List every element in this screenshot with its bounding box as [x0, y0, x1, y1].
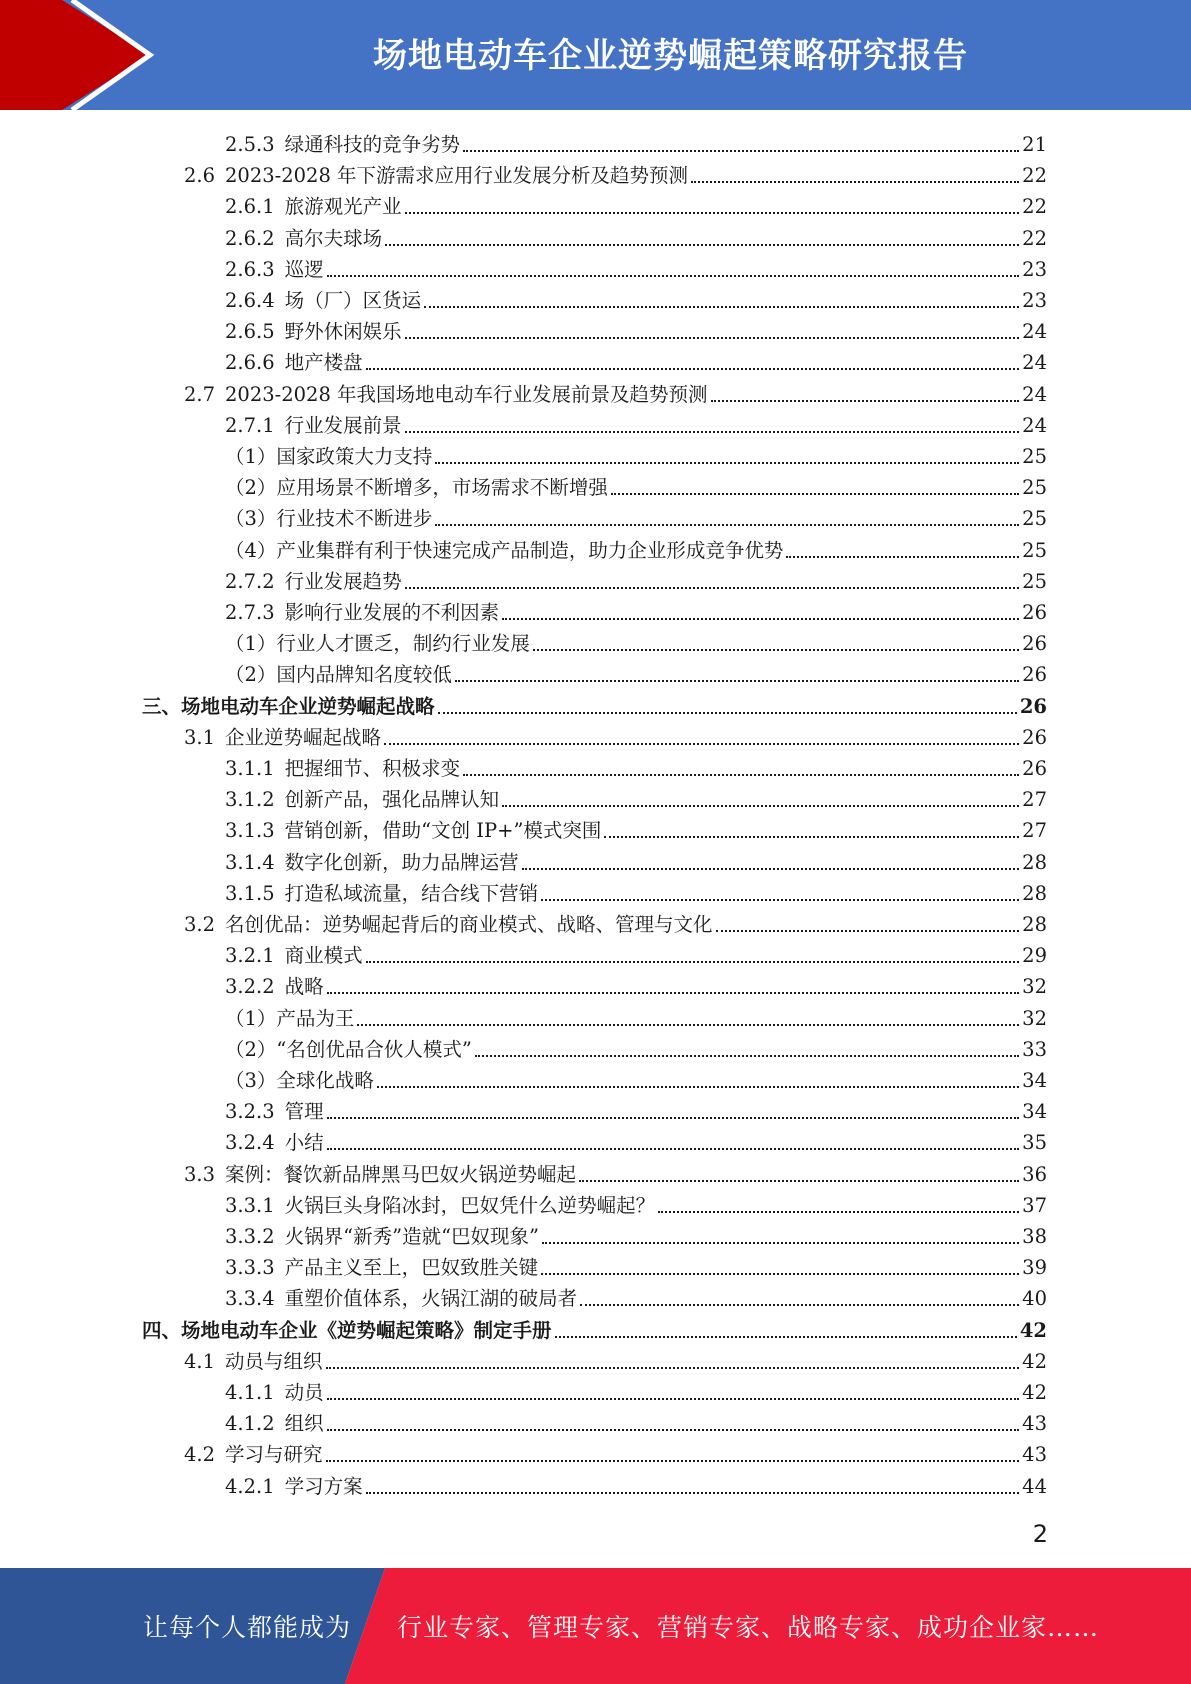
toc-entry-page: 25: [1022, 538, 1047, 562]
toc-entry-title: 打造私域流量，结合线下营销: [284, 881, 539, 905]
toc-entry-page: 32: [1022, 1006, 1047, 1030]
toc-entry[interactable]: [0, 533, 1047, 564]
toc-entry-page: 37: [1022, 1193, 1047, 1217]
toc-entry[interactable]: [0, 1032, 1047, 1063]
toc-entry-title: 行业人才匮乏，制约行业发展: [276, 632, 530, 656]
toc-entry[interactable]: [0, 1437, 1047, 1468]
toc-dot-leader: [326, 1367, 1020, 1369]
toc-entry-title: 动员: [284, 1381, 324, 1404]
toc-entry-title: 营销创新，借助“文创 IP+”模式突围: [284, 819, 602, 843]
toc-entry-number: 3.1.5: [225, 881, 275, 905]
toc-entry-title: 高尔夫球场: [284, 226, 383, 250]
toc-dot-leader: [463, 774, 1019, 776]
toc-entry-page: 23: [1022, 257, 1047, 281]
toc-entry-number: 3.2.1: [225, 944, 275, 968]
toc-entry[interactable]: [0, 127, 1047, 158]
toc-entry-page: 44: [1022, 1474, 1047, 1498]
toc-dot-leader: [384, 743, 1019, 745]
toc-entry-number: （1）: [225, 1006, 277, 1030]
toc-entry-title: “名创优品合伙人模式”: [276, 1037, 472, 1061]
toc-dot-leader: [405, 587, 1020, 589]
toc-entry-page: 22: [1022, 195, 1047, 219]
toc-entry-title: 国内品牌知名度较低: [276, 663, 452, 687]
toc-entry-number: 3.3.2: [225, 1225, 275, 1248]
toc-entry-number: 3.1.4: [225, 850, 275, 874]
toc-entry[interactable]: [0, 845, 1047, 876]
toc-dot-leader: [541, 899, 1019, 901]
toc-entry-page: 35: [1022, 1131, 1047, 1155]
toc-entry[interactable]: [0, 314, 1047, 345]
toc-entry-number: 3.3.4: [225, 1287, 275, 1311]
toc-entry[interactable]: [0, 345, 1047, 376]
toc-entry-page: 26: [1022, 663, 1047, 687]
toc-entry-number: 2.6.4: [225, 289, 275, 312]
toc-entry[interactable]: [0, 626, 1047, 657]
toc-entry-number: 2.6.1: [225, 195, 275, 219]
toc-entry-number: 2.6.2: [225, 226, 275, 250]
toc-entry-number: 3.2: [184, 913, 216, 936]
toc-entry[interactable]: [0, 1250, 1047, 1281]
toc-entry-title: 2023-2028 年我国场地电动车行业发展前景及趋势预测: [225, 382, 708, 406]
toc-entry[interactable]: [0, 1469, 1047, 1500]
toc-entry[interactable]: [0, 1094, 1047, 1125]
toc-entry-title: 巡逻: [284, 257, 324, 281]
toc-entry[interactable]: [0, 1157, 1047, 1188]
toc-entry-title: 应用场景不断增多，市场需求不断增强: [276, 476, 608, 500]
toc-entry-number: 2.7.1: [225, 413, 275, 437]
toc-entry-title: 把握细节、积极求变: [284, 757, 461, 780]
toc-entry-title: 国家政策大力支持: [276, 445, 433, 468]
toc-entry-title: 行业发展前景: [284, 413, 402, 437]
toc-dot-leader: [435, 524, 1019, 526]
toc-entry[interactable]: [0, 252, 1047, 283]
toc-entry-number: （1）: [225, 445, 277, 468]
toc-entry[interactable]: [0, 1188, 1047, 1219]
toc-entry[interactable]: [0, 564, 1047, 595]
toc-entry-number: 3.2.3: [225, 1100, 275, 1124]
report-title: 场地电动车企业逆势崛起策略研究报告: [373, 36, 968, 76]
toc-entry-page: 28: [1022, 913, 1047, 936]
toc-entry-page: 26: [1019, 694, 1047, 718]
toc-entry[interactable]: [0, 501, 1047, 532]
toc-entry-number: 2.6.5: [225, 320, 275, 344]
toc-entry[interactable]: [0, 1375, 1047, 1406]
toc-entry-page: 25: [1022, 507, 1047, 531]
toc-entry[interactable]: [0, 439, 1047, 470]
toc-entry-page: 40: [1022, 1287, 1047, 1311]
toc-entry-page: 22: [1022, 226, 1047, 250]
toc-entry-page: 26: [1022, 632, 1047, 656]
toc-entry-number: 3.1.3: [225, 819, 275, 843]
toc-entry-title: 动员与组织: [225, 1349, 323, 1373]
toc-entry-title: 行业发展趋势: [284, 569, 402, 593]
toc-dot-leader: [691, 181, 1019, 183]
toc-entry-title: 产品主义至上，巴奴致胜关键: [284, 1256, 539, 1280]
toc-entry-page: 38: [1022, 1225, 1047, 1248]
toc-entry-title: 战略: [284, 975, 324, 999]
toc-entry-title: 小结: [284, 1131, 324, 1155]
toc-entry-number: 4.2: [184, 1443, 216, 1467]
toc-entry-page: 22: [1022, 164, 1047, 188]
toc-entry-title: 场（厂）区货运: [284, 289, 422, 312]
toc-entry-number: 2.7.2: [225, 569, 275, 593]
toc-entry-number: 3.1.2: [225, 788, 275, 812]
toc-entry-title: 火锅界“新秀”造就“巴奴现象”: [284, 1225, 540, 1248]
toc-entry-title: 数字化创新，助力品牌运营: [284, 850, 519, 874]
toc-entry-number: 2.5.3: [225, 133, 275, 156]
toc-entry-title: 野外休闲娱乐: [284, 320, 402, 344]
toc-entry-title: 全球化战略: [276, 1069, 374, 1092]
toc-entry[interactable]: [0, 969, 1047, 1000]
toc-entry-page: 43: [1022, 1412, 1047, 1436]
toc-entry-number: 2.6.6: [225, 351, 275, 375]
toc-entry-page: 28: [1022, 881, 1047, 905]
toc-entry-title: 产业集群有利于快速完成产品制造，助力企业形成竞争优势: [276, 538, 784, 562]
toc-dot-leader: [604, 836, 1019, 838]
toc-entry-page: 42: [1022, 1381, 1047, 1404]
toc-entry-number: 3.2.4: [225, 1131, 275, 1155]
toc-dot-leader: [502, 805, 1019, 807]
toc-entry-number: 4.1.2: [225, 1412, 275, 1436]
toc-dot-leader: [326, 1460, 1020, 1462]
toc-entry-number: 2.7.3: [225, 601, 275, 624]
toc-dot-leader: [327, 1429, 1020, 1431]
toc-dot-leader: [366, 368, 1020, 370]
toc-entry-title: 商业模式: [284, 944, 363, 968]
toc-dot-leader: [366, 1492, 1020, 1494]
toc-entry-number: 2.6.3: [225, 257, 275, 281]
toc-dot-leader: [435, 462, 1019, 464]
toc-entry-number: 3.1.1: [225, 757, 275, 780]
toc-dot-leader: [438, 712, 1017, 714]
toc-entry-title: 创新产品，强化品牌认知: [284, 788, 500, 812]
toc-dot-leader: [658, 1211, 1019, 1213]
toc-entry-number: 3.1: [184, 725, 216, 749]
toc-entry-page: 24: [1022, 320, 1047, 344]
toc-dot-leader: [542, 1242, 1019, 1244]
toc-dot-leader: [385, 244, 1019, 246]
toc-entry-title: 企业逆势崛起战略: [225, 725, 382, 749]
toc-entry-number: 4.2.1: [225, 1474, 275, 1498]
toc-entry-page: 27: [1022, 788, 1047, 812]
toc-entry-title: 重塑价值体系，火锅江湖的破局者: [284, 1287, 578, 1311]
toc-dot-leader: [475, 1055, 1019, 1057]
toc-entry-number: （1）: [225, 632, 277, 656]
toc-entry[interactable]: [0, 1125, 1047, 1156]
toc-dot-leader: [463, 150, 1019, 152]
toc-dot-leader: [327, 1148, 1020, 1150]
toc-entry-number: 2.6: [184, 164, 216, 188]
toc-entry-number: （2）: [225, 663, 277, 687]
toc-entry-title: 场地电动车企业逆势崛起战略: [181, 694, 435, 718]
toc-entry-page: 32: [1022, 975, 1047, 999]
toc-entry-title: 地产楼盘: [284, 351, 363, 375]
toc-entry[interactable]: [0, 657, 1047, 688]
toc-dot-leader: [716, 930, 1020, 932]
toc-entry[interactable]: [0, 1406, 1047, 1437]
toc-entry-title: 管理: [284, 1100, 324, 1124]
toc-entry[interactable]: [0, 221, 1047, 252]
toc-entry-page: 34: [1022, 1069, 1047, 1092]
toc-dot-leader: [555, 1336, 1017, 1338]
toc-dot-leader: [522, 868, 1020, 870]
toc-entry-title: 影响行业发展的不利因素: [284, 601, 500, 624]
toc-entry[interactable]: [0, 876, 1047, 907]
toc-entry-number: 3.3: [184, 1162, 216, 1186]
toc-entry[interactable]: [0, 377, 1047, 408]
toc-entry-page: 25: [1022, 476, 1047, 500]
toc-entry[interactable]: [0, 1219, 1047, 1250]
toc-entry[interactable]: [0, 158, 1047, 189]
toc-dot-leader: [327, 1398, 1020, 1400]
toc-entry-page: 26: [1022, 757, 1047, 780]
toc-entry[interactable]: [0, 470, 1047, 501]
toc-entry[interactable]: [0, 813, 1047, 844]
toc-dot-leader: [327, 275, 1020, 277]
toc-entry-page: 42: [1022, 1349, 1047, 1373]
toc-entry-page: 36: [1022, 1162, 1047, 1186]
toc-entry[interactable]: [0, 751, 1047, 782]
toc-entry-title: 名创优品：逆势崛起背后的商业模式、战略、管理与文化: [225, 913, 713, 936]
toc-entry-number: 2.7: [184, 382, 216, 406]
toc-entry-number: （3）: [225, 1069, 277, 1092]
toc-entry[interactable]: [0, 938, 1047, 969]
toc-entry-page: 26: [1022, 601, 1047, 624]
toc-entry-title: 学习与研究: [225, 1443, 323, 1467]
footer-slogan-right: 行业专家、管理专家、营销专家、战略专家、成功企业家……: [397, 1613, 1100, 1642]
toc-entry-number: 三、: [142, 694, 182, 718]
toc-dot-leader: [579, 1180, 1019, 1182]
toc-entry-page: 28: [1022, 850, 1047, 874]
toc-entry-page: 33: [1022, 1037, 1047, 1061]
toc-dot-leader: [533, 649, 1019, 651]
toc-entry[interactable]: [0, 1001, 1047, 1032]
toc-dot-leader: [357, 1024, 1019, 1026]
toc-entry[interactable]: [0, 1344, 1047, 1375]
toc-entry-number: （3）: [225, 507, 277, 531]
toc-entry-number: 3.3.1: [225, 1193, 275, 1217]
toc-entry-page: 21: [1022, 133, 1047, 156]
toc-dot-leader: [377, 1086, 1019, 1088]
toc-entry-page: 24: [1022, 351, 1047, 375]
toc-entry-number: 3.3.3: [225, 1256, 275, 1280]
toc-dot-leader: [502, 618, 1019, 620]
toc-entry-number: （4）: [225, 538, 277, 562]
toc-dot-leader: [327, 1117, 1020, 1119]
toc-entry[interactable]: [0, 1313, 1047, 1344]
toc-entry-page: 25: [1022, 445, 1047, 468]
toc-entry-page: 29: [1022, 944, 1047, 968]
toc-entry-number: （2）: [225, 476, 277, 500]
toc-entry-title: 组织: [284, 1412, 324, 1436]
toc-entry-number: 4.1: [184, 1349, 216, 1373]
toc-entry-title: 场地电动车企业《逆势崛起策略》制定手册: [181, 1318, 552, 1342]
toc-entry-title: 案例：餐饮新品牌黑马巴奴火锅逆势崛起: [225, 1162, 577, 1186]
page-footer: [0, 1568, 1191, 1684]
toc-dot-leader: [405, 337, 1020, 339]
footer-slogan-left: 让每个人都能成为: [143, 1613, 352, 1642]
toc-entry-page: 25: [1022, 569, 1047, 593]
toc-entry-title: 产品为王: [276, 1006, 355, 1030]
toc-entry-title: 火锅巨头身陷冰封，巴奴凭什么逆势崛起？: [284, 1193, 656, 1217]
toc-entry-page: 27: [1022, 819, 1047, 843]
toc-entry-title: 绿通科技的竞争劣势: [284, 133, 461, 156]
toc-entry[interactable]: [0, 595, 1047, 626]
toc-dot-leader: [424, 306, 1019, 308]
toc-entry-number: 3.2.2: [225, 975, 275, 999]
toc-entry-page: 39: [1022, 1256, 1047, 1280]
page-header: [0, 0, 1191, 110]
toc-dot-leader: [786, 556, 1019, 558]
toc-entry-title: 学习方案: [284, 1474, 363, 1498]
toc-entry[interactable]: [0, 782, 1047, 813]
toc-entry[interactable]: [0, 720, 1047, 751]
toc-entry-title: 旅游观光产业: [284, 195, 402, 219]
toc-dot-leader: [366, 961, 1020, 963]
toc-dot-leader: [711, 400, 1020, 402]
toc-entry-number: （2）: [225, 1037, 277, 1061]
toc-entry[interactable]: [0, 1281, 1047, 1312]
toc-dot-leader: [580, 1304, 1019, 1306]
toc-entry[interactable]: [0, 283, 1047, 314]
toc-dot-leader: [541, 1273, 1019, 1275]
toc-entry[interactable]: [0, 907, 1047, 938]
toc-entry-number: 4.1.1: [225, 1381, 275, 1404]
toc-entry-page: 23: [1022, 289, 1047, 312]
toc-entry-page: 26: [1022, 725, 1047, 749]
toc-dot-leader: [611, 493, 1019, 495]
toc-entry-title: 2023-2028 年下游需求应用行业发展分析及趋势预测: [225, 164, 689, 188]
toc-entry[interactable]: [0, 189, 1047, 220]
toc-entry-page: 34: [1022, 1100, 1047, 1124]
toc-entry[interactable]: [0, 408, 1047, 439]
toc-entry[interactable]: [0, 1063, 1047, 1094]
toc-dot-leader: [327, 992, 1020, 994]
toc-entry-title: 行业技术不断进步: [276, 507, 433, 531]
toc-entry-page: 24: [1022, 413, 1047, 437]
page-number: 2: [1032, 1520, 1048, 1548]
toc-dot-leader: [455, 680, 1019, 682]
toc-entry[interactable]: [0, 689, 1047, 720]
toc-entry-page: 42: [1019, 1318, 1047, 1342]
toc-entry-page: 43: [1022, 1443, 1047, 1467]
toc-dot-leader: [405, 431, 1020, 433]
toc-entry-number: 四、: [142, 1318, 182, 1342]
toc-dot-leader: [405, 212, 1020, 214]
toc-entry-page: 24: [1022, 382, 1047, 406]
